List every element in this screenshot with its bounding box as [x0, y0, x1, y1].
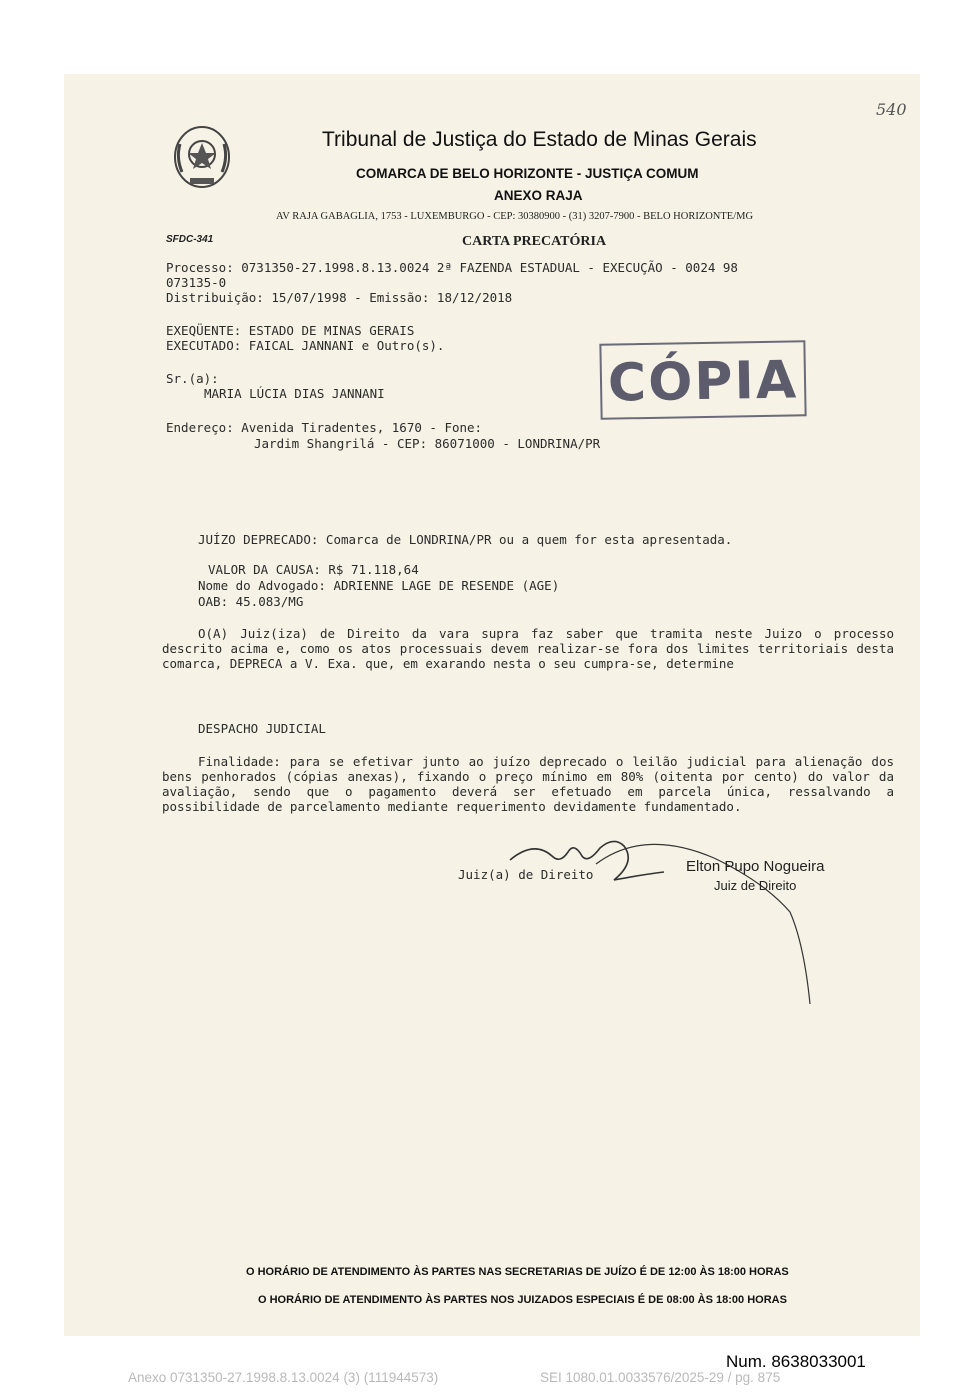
scanned-document-page — [64, 74, 920, 1336]
exequente-line: EXEQÜENTE: ESTADO DE MINAS GERAIS — [166, 323, 415, 338]
annex-line: ANEXO RAJA — [494, 188, 583, 203]
judge-role: Juiz de Direito — [714, 878, 797, 893]
recipient-address: Jardim Shangrilá - CEP: 86071000 - LONDRINA/PR — [254, 436, 601, 451]
process-line: 073135-0 — [166, 275, 227, 290]
despacho-text: Finalidade: para se efetivar junto ao juízo deprecado o leilão judicial para alienação dos bens penhorados (cópias anexas), fixando o preço mínimo em 80% (oitenta por cento) do valor da avaliação, sendo que o pagamento deverá ser efetuado em parcela única, ressalvando a possibilidade de parcelamento mediante requerimento devidamente fundamentado. — [162, 754, 894, 814]
document-type: CARTA PRECATÓRIA — [462, 234, 607, 249]
office-hours-line: O HORÁRIO DE ATENDIMENTO ÀS PARTES NOS JUIZADOS ESPECIAIS É DE 08:00 ÀS 18:00 HORAS — [258, 1294, 787, 1306]
juizo-deprecado: JUÍZO DEPRECADO: Comarca de LONDRINA/PR ou a quem for esta apresentada. — [198, 532, 733, 547]
process-line: Processo: 0731350-27.1998.8.13.0024 2ª FAZENDA ESTADUAL - EXECUÇÃO - 0024 98 — [166, 260, 738, 275]
recipient-salutation: Sr.(a): — [166, 371, 219, 386]
judge-name: Elton Pupo Nogueira — [686, 858, 825, 875]
document-number: Num. 8638033001 — [726, 1352, 866, 1371]
comarca-line: COMARCA DE BELO HORIZONTE - JUSTIÇA COMUM — [356, 166, 699, 181]
valor-da-causa: VALOR DA CAUSA: R$ 71.118,64 — [208, 562, 419, 577]
intro-paragraph: O(A) Juiz(iza) de Direito da vara supra faz saber que tramita neste Juizo o processo descrito acima e, como os atos processuais devem realizar-se fora dos limites territoriais desta comarca, DEPRECA a V. Exa. que, em exarando nesta o seu cumpra-se, determine — [162, 626, 894, 671]
oab-number: OAB: 45.083/MG — [198, 594, 304, 609]
executado-line: EXECUTADO: FAICAL JANNANI e Outro(s). — [166, 338, 445, 353]
form-code: SFDC-341 — [166, 234, 214, 245]
coat-of-arms-icon — [172, 124, 232, 190]
despacho-title: DESPACHO JUDICIAL — [198, 721, 326, 736]
copy-stamp: CÓPIA — [599, 340, 806, 420]
court-address: AV RAJA GABAGLIA, 1753 - LUXEMBURGO - CEP: 30380900 - (31) 3207-7900 - BELO HORIZONTE/MG — [276, 211, 754, 222]
recipient-name: MARIA LÚCIA DIAS JANNANI — [204, 386, 385, 401]
recipient-address: Endereço: Avenida Tiradentes, 1670 - Fone: — [166, 420, 483, 435]
sei-reference: SEI 1080.01.0033576/2025-29 / pg. 875 — [540, 1370, 781, 1385]
advogado-name: Nome do Advogado: ADRIENNE LAGE DE RESENDE (AGE) — [198, 578, 560, 593]
handwritten-page-number: 540 — [876, 100, 907, 119]
signature-label: Juiz(a) de Direito — [458, 867, 594, 882]
distribution-line: Distribuição: 15/07/1998 - Emissão: 18/12/2018 — [166, 290, 513, 305]
annex-reference: Anexo 0731350-27.1998.8.13.0024 (3) (111944573) — [128, 1370, 439, 1385]
court-name: Tribunal de Justiça do Estado de Minas Gerais — [322, 128, 757, 151]
office-hours-line: O HORÁRIO DE ATENDIMENTO ÀS PARTES NAS SECRETARIAS DE JUÍZO É DE 12:00 ÀS 18:00 HORAS — [246, 1266, 789, 1278]
